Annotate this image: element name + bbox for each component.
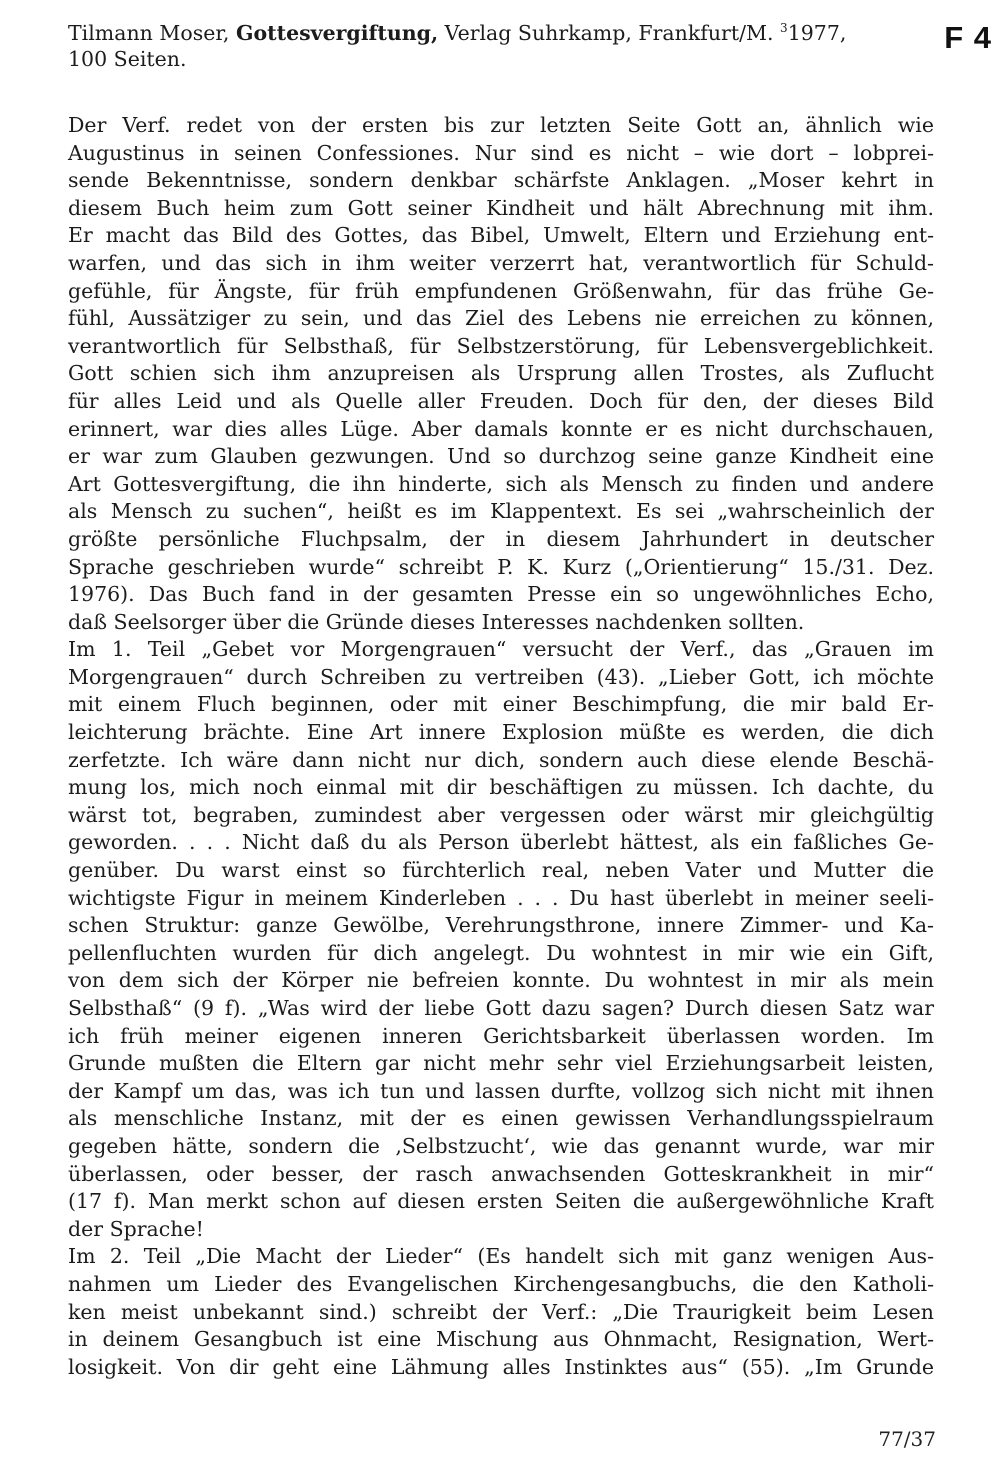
text-line: von dem sich der Körper nie befreien konnte. Du wohntest in mir als mein bbox=[68, 968, 934, 993]
publication-year: 1977, bbox=[787, 21, 847, 45]
text-line: Augustinus in seinen Confessiones. Nur sind es nicht – wie dort – lobprei- bbox=[68, 140, 934, 165]
text-line: Gott schien sich ihm anzupreisen als Ursprung allen Trostes, als Zuflucht bbox=[68, 361, 934, 386]
text-line: der Kampf um das, was ich tun und lassen durfte, vollzog sich nicht mit ihnen bbox=[68, 1078, 934, 1103]
bibliographic-header bbox=[68, 20, 938, 72]
text-line: (17 f). Man merkt schon auf diesen ersten Seiten die außergewöhnliche Kraft bbox=[68, 1189, 934, 1214]
text-line: daß Seelsorger über die Gründe dieses Interesses nachdenken sollten. bbox=[68, 609, 805, 634]
text-line: fühl, Aussätziger zu sein, und das Ziel des Lebens nie erreichen zu können, bbox=[68, 306, 934, 331]
text-line: für alles Leid und als Quelle aller Freuden. Doch für den, der dieses Bild bbox=[68, 388, 934, 413]
text-line: Im 2. Teil „Die Macht der Lieder“ (Es handelt sich mit ganz wenigen Aus- bbox=[68, 1244, 934, 1269]
text-line: ich früh meiner eigenen inneren Gerichtsbarkeit überlassen worden. Im bbox=[68, 1023, 934, 1048]
text-line: wärst tot, begraben, zumindest aber vergessen oder wärst mir gleichgültig bbox=[68, 802, 934, 827]
page-number: 77/37 bbox=[878, 1427, 936, 1451]
text-line: zerfetzte. Ich wäre dann nicht nur dich, sondern auch diese elende Beschä- bbox=[68, 747, 934, 772]
text-line: Art Gottesvergiftung, die ihn hinderte, sich als Mensch zu finden und andere bbox=[68, 471, 934, 496]
text-line: mung los, mich noch einmal mit dir beschäftigen zu müssen. Ich dachte, du bbox=[68, 775, 934, 800]
text-line: wichtigste Figur in meinem Kinderleben . . . Du hast überlebt in meiner seeli- bbox=[68, 885, 934, 910]
text-line: er war zum Glauben gezwungen. Und so durchzog seine ganze Kindheit eine bbox=[68, 444, 934, 469]
text-line: leichterung brächte. Eine Art innere Explosion müßte es werden, die dich bbox=[68, 720, 934, 745]
text-line: warfen, und das sich in ihm weiter verzerrt hat, verantwortlich für Schuld- bbox=[68, 250, 934, 275]
text-line: Der Verf. redet von der ersten bis zur letzten Seite Gott an, ähnlich wie bbox=[68, 113, 934, 137]
book-title: Gottesvergiftung, bbox=[235, 21, 439, 45]
text-line: als Mensch zu suchen“, heißt es im Klappentext. Es sei „wahrscheinlich der bbox=[68, 499, 934, 524]
publisher-info: Verlag Suhrkamp, Frankfurt/M. bbox=[444, 21, 774, 45]
text-line: Im 1. Teil „Gebet vor Morgengrauen“ versucht der Verf., das „Grauen im bbox=[68, 637, 934, 662]
text-line: größte persönliche Fluchpsalm, der in diesem Jahrhundert in deutscher bbox=[68, 526, 934, 551]
text-line: sende Bekenntnisse, sondern denkbar schärfste Anklagen. „Moser kehrt in bbox=[68, 168, 934, 193]
text-line: losigkeit. Von dir geht eine Lähmung alles Instinktes aus“ (55). „Im Grunde bbox=[68, 1354, 934, 1379]
text-line: gefühle, für Ängste, für früh empfundenen Größenwahn, für das frühe Ge- bbox=[68, 278, 934, 303]
page-count: 100 Seiten. bbox=[68, 47, 187, 71]
text-line: mit einem Fluch beginnen, oder mit einer Beschimpfung, die mir bald Er- bbox=[68, 692, 934, 717]
text-line: überlassen, oder besser, der rasch anwachsenden Gotteskrankheit in mir“ bbox=[68, 1161, 934, 1186]
page-id-label: F 4 bbox=[944, 20, 992, 55]
text-line: als menschliche Instanz, mit der es einen gewissen Verhandlungsspielraum bbox=[68, 1106, 934, 1131]
text-line: Sprache geschrieben wurde“ schreibt P. K. Kurz („Orientierung“ 15./31. Dez. bbox=[68, 554, 934, 579]
text-line: ken meist unbekannt sind.) schreibt der Verf.: „Die Traurigkeit beim Lesen bbox=[68, 1299, 934, 1324]
text-line: gegeben hätte, sondern die ‚Selbstzucht‘, wie das genannt wurde, war mir bbox=[68, 1133, 934, 1158]
text-line: genüber. Du warst einst so fürchterlich real, neben Vater und Mutter die bbox=[68, 858, 934, 883]
text-line: 1976). Das Buch fand in der gesamten Presse ein so ungewöhnliches Echo, bbox=[68, 582, 934, 607]
review-body-text bbox=[68, 112, 934, 1381]
text-line: schen Struktur: ganze Gewölbe, Verehrungsthrone, innere Zimmer- und Ka- bbox=[68, 913, 934, 938]
text-line: der Sprache! bbox=[68, 1216, 204, 1241]
text-line: pellenfluchten wurden für dich angelegt. Du wohntest in mir wie ein Gift, bbox=[68, 940, 934, 965]
edition-number: 3 bbox=[780, 21, 788, 36]
text-line: geworden. . . . Nicht daß du als Person überlebt hättest, als ein faßliches Ge- bbox=[68, 830, 934, 855]
text-line: in deinem Gesangbuch ist eine Mischung aus Ohnmacht, Resignation, Wert- bbox=[68, 1327, 934, 1352]
author-name: Tilmann Moser, bbox=[68, 21, 230, 45]
text-line: Grunde mußten die Eltern gar nicht mehr sehr viel Erziehungsarbeit leisten, bbox=[68, 1051, 934, 1076]
text-line: erinnert, war dies alles Lüge. Aber damals konnte er es nicht durchschauen, bbox=[68, 416, 934, 441]
text-line: verantwortlich für Selbsthaß, für Selbstzerstörung, für Lebensvergeblichkeit. bbox=[68, 333, 934, 358]
text-line: Morgengrauen“ durch Schreiben zu vertreiben (43). „Lieber Gott, ich möchte bbox=[68, 664, 934, 689]
text-line: diesem Buch heim zum Gott seiner Kindheit und hält Abrechnung mit ihm. bbox=[68, 195, 934, 220]
text-line: Selbsthaß“ (9 f). „Was wird der liebe Gott dazu sagen? Durch diesen Satz war bbox=[68, 996, 934, 1020]
text-line: Er macht das Bild des Gottes, das Bibel, Umwelt, Eltern und Erziehung ent- bbox=[68, 223, 934, 248]
text-line: nahmen um Lieder des Evangelischen Kirchengesangbuchs, die den Katholi- bbox=[68, 1271, 934, 1296]
